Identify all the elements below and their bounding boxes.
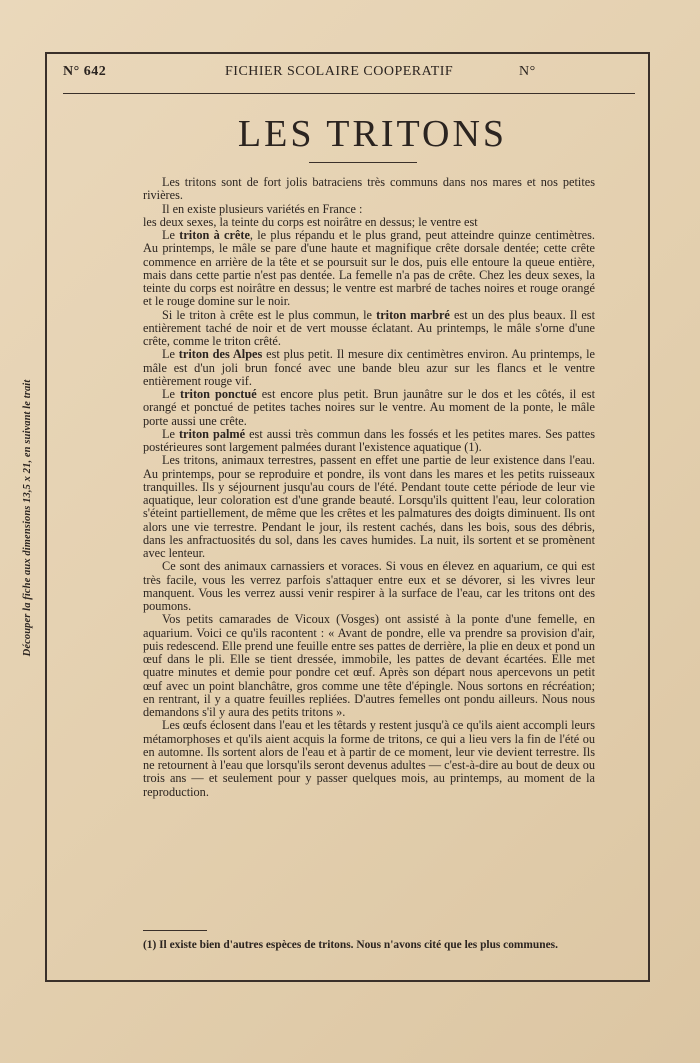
number-label: N° [519, 64, 536, 79]
paragraph: les deux sexes, la teinte du corps est noirâtre en dessus; le ventre est [143, 214, 478, 229]
paragraph-text: , le plus répandu et le plus grand, peut atteindre quinze centimètres. Au printemps, le mâle se pare d'une haute et magnifique crête dorsale dentée; cette crête commence en arrière de la tête et se poursuit sur le dos, puis elle entoure la queue entière, mais dans cette partie n'est pas dentée. La femelle n'a pas de crête. Chez les deux sexes, la teinte du corps est noirâtre en dessus; le ventre est marbré de taches noires et rouge orangé et le rouge domine sur le noir. [143, 228, 595, 309]
paragraph: Les œufs éclosent dans l'eau et les têtards y restent jusqu'à ce qu'ils aient accompli leurs métamorphoses et qu'ils aient acquis la forme de tritons, ce qui a lieu vers la fin de l'été ou en automne. Ils sortent alors de l'eau et à partir de ce moment, leur vie devient terrestre. Ils ne retournent à l'eau que lorsqu'ils seront devenus adultes — c'est-à-dire au bout de deux ou trois ans — et seulement pour y passer quelques mois, au printemps, au moment de la reproduction. [143, 718, 595, 799]
paragraph: Les tritons, animaux terrestres, passent en effet une partie de leur existence dans l'eau. Au printemps, pour se reproduire et pondre, ils vont dans les mares et les petits ruisseaux tranquilles. Ils y séjournent jusqu'au cours de l'été. Pendant toute cette période de leur vie aquatique, leur coloration est d'une grande beauté. Lorsqu'ils quittent l'eau, leur coloration s'éteint partiellement, de même que les crêtes et les palmatures des doigts diminuent. Ils ont alors une vie terrestre. Pendant le jour, ils restent cachés, dans les bois, sous des débris, dans les anfractuosités du sol, dans les caves humides. La nuit, ils sortent et se promènent avec lenteur. [143, 453, 595, 560]
species-name: triton des Alpes [178, 347, 263, 362]
paragraph: Vos petits camarades de Vicoux (Vosges) ont assisté à la ponte d'une femelle, en aquarium. Voici ce qu'ils racontent : « Avant de pondre, elle va prendre sa provision d'air, puis redescend. Elle prend une feuille entre ses pattes de derrière, la plie en deux et pond un œuf dans le pli. Elle se tient dressée, immobile, les pattes de devant écartées. Elle met quatre minutes et demie pour pondre cet œuf. Après son départ nous apercevons un petit œuf avec un point blanchâtre, gros comme une tête d'épingle. Nous sortons en récréation; en rentrant, il y a quatre feuilles repliées. D'autres femelles ont pondu ailleurs. Nous nous demandons s'il y aura des petits tritons ». [143, 612, 595, 719]
paragraph-text: est plus petit. Il mesure dix centimètres environ. Au printemps, le mâle est d'un joli brun foncé avec une bande bleu azur sur les flancs et le ventre entièrement rouge vif. [143, 347, 596, 388]
footnote: (1) Il existe bien d'autres espèces de tritons. Nous n'avons cité que les plus communes. [143, 939, 558, 951]
article-body [143, 176, 595, 799]
cutting-instruction: Découper la fiche aux dimensions 13,5 x 21, en suivant le trait [22, 379, 33, 657]
paragraph-text: Si le triton à crête est le plus commun, le [162, 307, 377, 322]
page-title: LES TRITONS [237, 113, 508, 155]
paragraph [143, 229, 595, 309]
species-name: triton à crête [179, 228, 250, 242]
footnote-divider [143, 930, 207, 931]
species-name: triton marbré [376, 307, 450, 322]
header-divider [63, 93, 635, 94]
card-header [63, 64, 635, 86]
paragraph: Ce sont des animaux carnassiers et voraces. Si vous en élevez en aquarium, ce qui est très facile, vous les verrez parfois s'attaquer entre eux et se dévorer, si les vivres leur manquent. Vous les verrez aussi venir respirer à la surface de l'eau, car les tritons ont des poumons. [143, 559, 595, 613]
paragraph-text: Le [162, 228, 180, 242]
paragraph-text: est aussi très commun dans les fossés et les petites mares. Ses pattes postérieures sont largement palmées durant l'existence aquatique (1). [143, 426, 595, 454]
paragraph-text: Le [162, 387, 180, 401]
paragraph: Il en existe plusieurs variétés en France : [162, 201, 363, 216]
paragraph [143, 428, 595, 455]
paragraph-text: est un des plus beaux. Il est entièrement taché de noir et de vert mousse éclatant. Au printemps, le mâle s'orne d'une crête, comme le triton crêté. [143, 307, 596, 348]
card-number: N° 642 [63, 64, 107, 79]
species-name: triton ponctué [179, 387, 257, 401]
paragraph [143, 348, 595, 388]
paragraph: Les tritons sont de fort jolis batraciens très communs dans nos mares et nos petites rivières. [143, 175, 595, 203]
species-name: triton palmé [178, 426, 246, 441]
title-underline [309, 162, 417, 163]
publication-name: FICHIER SCOLAIRE COOPERATIF [225, 64, 454, 79]
paragraph-text: Le [162, 426, 179, 441]
paragraph [143, 388, 595, 428]
paragraph-text: Le [162, 347, 179, 362]
paragraph [143, 309, 595, 349]
paragraph-text: est encore plus petit. Brun jaunâtre sur le dos et les côtés, il est orangé et ponctué de petites taches noires sur le ventre. Au moment de la ponte, le mâle porte aussi une crête. [143, 387, 595, 428]
